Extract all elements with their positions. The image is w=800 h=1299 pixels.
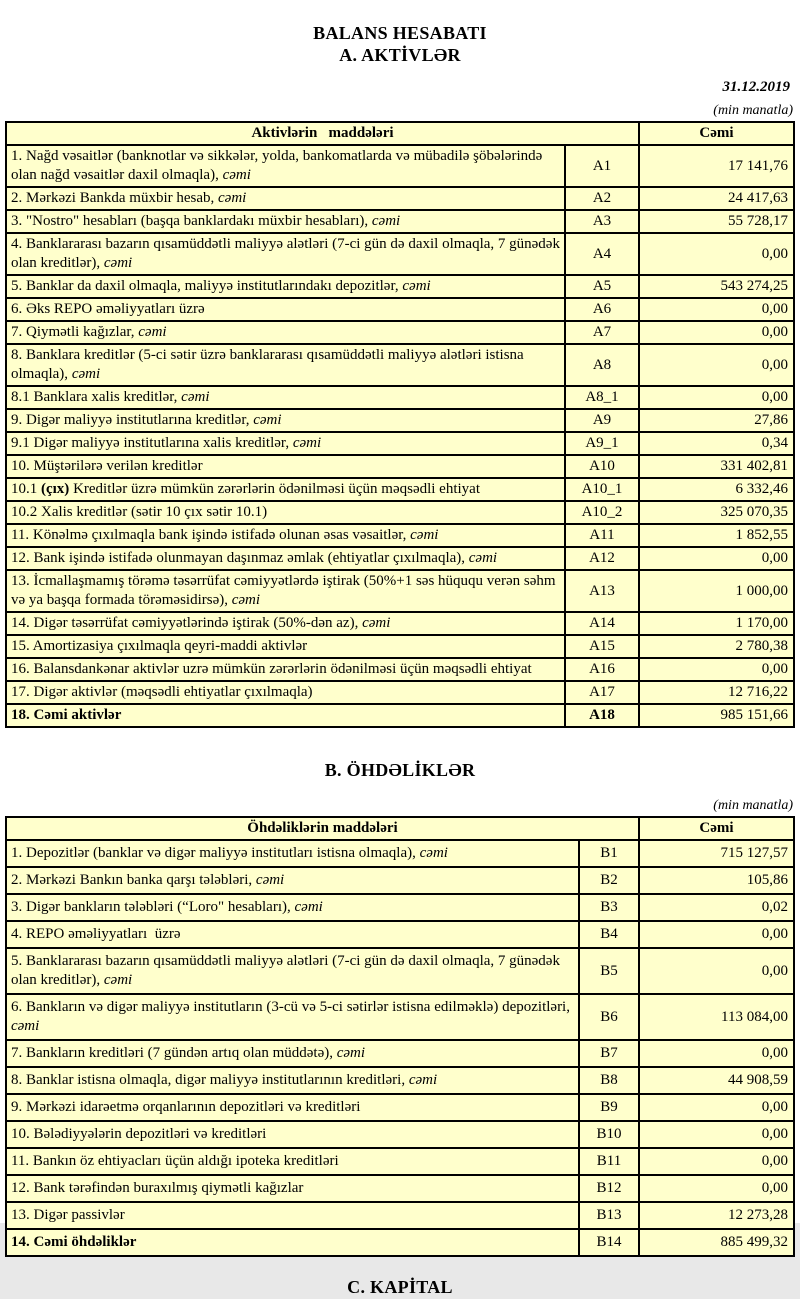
item-code-cell: A11 <box>565 524 639 547</box>
item-value-cell: 715 127,57 <box>639 840 794 867</box>
item-label-cell: 1. Depozitlər (banklar və digər maliyyə institutları istisna olmaqla), cəmi <box>6 840 579 867</box>
item-code-cell: B10 <box>579 1121 639 1148</box>
item-value-cell: 985 151,66 <box>639 704 794 727</box>
item-value-cell: 1 000,00 <box>639 570 794 612</box>
table-row <box>6 840 794 867</box>
item-label-cell: 18. Cəmi aktivlər <box>6 704 565 727</box>
item-label-cell: 1. Nağd vəsaitlər (banknotlar və sikkələr, yolda, bankomatlarda və mübadilə şöbələrində olan nağd vəsaitlər daxil olmaqla), cəmi <box>6 145 565 187</box>
item-value-cell: 17 141,76 <box>639 145 794 187</box>
item-label-cell: 13. Digər passivlər <box>6 1202 579 1229</box>
table-row <box>6 455 794 478</box>
item-code-cell: B14 <box>579 1229 639 1256</box>
item-label-cell: 10. Bələdiyyələrin depozitləri və kreditləri <box>6 1121 579 1148</box>
item-label-cell: 10. Müştərilərə verilən kreditlər <box>6 455 565 478</box>
item-label-cell: 9. Mərkəzi idarəetmə orqanlarının depozitləri və kreditləri <box>6 1094 579 1121</box>
table-row <box>6 704 794 727</box>
table-row <box>6 386 794 409</box>
table-row <box>6 547 794 570</box>
item-label-cell: 14. Digər təsərrüfat cəmiyyətlərində iştirak (50%-dən az), cəmi <box>6 612 565 635</box>
item-code-cell: A4 <box>565 233 639 275</box>
table-row <box>6 145 794 187</box>
unit-note-assets: (min manatla) <box>713 103 793 118</box>
table-row <box>6 233 794 275</box>
item-label-cell: 10.2 Xalis kreditlər (sətir 10 çıx sətir 10.1) <box>6 501 565 524</box>
table-row <box>6 658 794 681</box>
item-label-cell: 13. İcmallaşmamış törəmə təsərrüfat cəmiyyətlərdə iştirak (50%+1 səs hüququ verən səhm və ya başqa formada törəməsidirsə), cəmi <box>6 570 565 612</box>
item-code-cell: A10 <box>565 455 639 478</box>
liabilities-table <box>5 816 795 1257</box>
liabilities-table-body <box>6 840 794 1256</box>
item-code-cell: B6 <box>579 994 639 1040</box>
item-code-cell: B2 <box>579 867 639 894</box>
item-value-cell: 0,00 <box>639 547 794 570</box>
item-code-cell: B4 <box>579 921 639 948</box>
item-value-cell: 0,00 <box>639 1094 794 1121</box>
item-value-cell: 543 274,25 <box>639 275 794 298</box>
item-label-cell: 8. Banklara kreditlər (5-ci sətir üzrə banklararası qısamüddətli maliyyə alətləri istisna olmaqla), cəmi <box>6 344 565 386</box>
item-value-cell: 0,00 <box>639 298 794 321</box>
item-label-cell: 11. Bankın öz ehtiyacları üçün aldığı ipoteka kreditləri <box>6 1148 579 1175</box>
item-code-cell: B8 <box>579 1067 639 1094</box>
item-label-cell: 7. Bankların kreditləri (7 gündən artıq olan müddətə), cəmi <box>6 1040 579 1067</box>
assets-table-header-row <box>6 122 794 145</box>
item-code-cell: A17 <box>565 681 639 704</box>
table-row <box>6 1202 794 1229</box>
table-row <box>6 478 794 501</box>
item-value-cell: 55 728,17 <box>639 210 794 233</box>
item-label-cell: 8. Banklar istisna olmaqla, digər maliyyə institutlarının kreditləri, cəmi <box>6 1067 579 1094</box>
item-value-cell: 0,02 <box>639 894 794 921</box>
table-row <box>6 1094 794 1121</box>
item-label-cell: 2. Mərkəzi Bankın banka qarşı tələbləri, cəmi <box>6 867 579 894</box>
item-value-cell: 1 170,00 <box>639 612 794 635</box>
assets-items-header: Aktivlərin maddələri <box>6 122 639 145</box>
assets-section-title: A. AKTİVLƏR <box>339 45 461 65</box>
item-label-cell: 12. Bank işində istifadə olunmayan daşınmaz əmlak (ehtiyatlar çıxılmaqla), cəmi <box>6 547 565 570</box>
item-code-cell: B12 <box>579 1175 639 1202</box>
item-value-cell: 113 084,00 <box>639 994 794 1040</box>
item-label-cell: 7. Qiymətli kağızlar, cəmi <box>6 321 565 344</box>
item-value-cell: 0,00 <box>639 344 794 386</box>
item-code-cell: A8_1 <box>565 386 639 409</box>
item-value-cell: 44 908,59 <box>639 1067 794 1094</box>
item-label-cell: 3. Digər bankların tələbləri (“Loro" hesabları), cəmi <box>6 894 579 921</box>
table-row <box>6 409 794 432</box>
table-row <box>6 344 794 386</box>
item-label-cell: 9. Digər maliyyə institutlarına kreditlər, cəmi <box>6 409 565 432</box>
item-value-cell: 24 417,63 <box>639 187 794 210</box>
item-code-cell: B3 <box>579 894 639 921</box>
item-code-cell: A3 <box>565 210 639 233</box>
unit-note-liabilities: (min manatla) <box>713 798 793 813</box>
item-value-cell: 331 402,81 <box>639 455 794 478</box>
item-code-cell: A10_1 <box>565 478 639 501</box>
item-value-cell: 105,86 <box>639 867 794 894</box>
item-label-cell: 14. Cəmi öhdəliklər <box>6 1229 579 1256</box>
item-code-cell: A15 <box>565 635 639 658</box>
table-row <box>6 894 794 921</box>
item-code-cell: B13 <box>579 1202 639 1229</box>
item-value-cell: 1 852,55 <box>639 524 794 547</box>
table-row <box>6 570 794 612</box>
item-label-cell: 6. Bankların və digər maliyyə institutların (3-cü və 5-ci sətirlər istisna edilməklə) depozitləri, cəmi <box>6 994 579 1040</box>
liabilities-table-header-row <box>6 817 794 840</box>
item-label-cell: 8.1 Banklara xalis kreditlər, cəmi <box>6 386 565 409</box>
item-value-cell: 12 273,28 <box>639 1202 794 1229</box>
item-value-cell: 0,00 <box>639 1148 794 1175</box>
item-value-cell: 0,00 <box>639 1121 794 1148</box>
table-row <box>6 635 794 658</box>
table-row <box>6 524 794 547</box>
item-value-cell: 0,00 <box>639 1040 794 1067</box>
item-label-cell: 4. Banklararası bazarın qısamüddətli maliyyə alətləri (7-ci gün də daxil olmaqla, 7 günədək olan kreditlər), cəmi <box>6 233 565 275</box>
item-label-cell: 16. Balansdankənar aktivlər uzrə mümkün zərərlərin ödənilməsi üçün məqsədli ehtiyat <box>6 658 565 681</box>
table-row <box>6 1067 794 1094</box>
item-label-cell: 5. Banklar da daxil olmaqla, maliyyə institutlarındakı depozitlər, cəmi <box>6 275 565 298</box>
table-row <box>6 1121 794 1148</box>
table-row <box>6 1175 794 1202</box>
item-code-cell: A18 <box>565 704 639 727</box>
table-row <box>6 921 794 948</box>
item-code-cell: A16 <box>565 658 639 681</box>
item-value-cell: 0,00 <box>639 233 794 275</box>
item-code-cell: A2 <box>565 187 639 210</box>
item-code-cell: A7 <box>565 321 639 344</box>
item-value-cell: 27,86 <box>639 409 794 432</box>
item-label-cell: 3. "Nostro" hesabları (başqa banklardakı müxbir hesabları), cəmi <box>6 210 565 233</box>
table-row <box>6 298 794 321</box>
table-row <box>6 994 794 1040</box>
table-row <box>6 612 794 635</box>
item-code-cell: B9 <box>579 1094 639 1121</box>
item-label-cell: 4. REPO əməliyyatları üzrə <box>6 921 579 948</box>
item-code-cell: B1 <box>579 840 639 867</box>
table-row <box>6 1229 794 1256</box>
item-code-cell: B11 <box>579 1148 639 1175</box>
liabilities-section-title: B. ÖHDƏLİKLƏR <box>324 760 476 780</box>
item-code-cell: A9_1 <box>565 432 639 455</box>
table-row <box>6 1148 794 1175</box>
liabilities-total-header: Cəmi <box>639 817 794 840</box>
table-row <box>6 948 794 994</box>
table-row <box>6 432 794 455</box>
item-code-cell: A6 <box>565 298 639 321</box>
table-row <box>6 321 794 344</box>
item-label-cell: 11. Könəlmə çıxılmaqla bank işində istifadə olunan əsas vəsaitlər, cəmi <box>6 524 565 547</box>
item-code-cell: B7 <box>579 1040 639 1067</box>
item-value-cell: 885 499,32 <box>639 1229 794 1256</box>
item-value-cell: 0,34 <box>639 432 794 455</box>
item-value-cell: 6 332,46 <box>639 478 794 501</box>
table-row <box>6 1040 794 1067</box>
item-value-cell: 0,00 <box>639 386 794 409</box>
capital-section-title: C. KAPİTAL <box>347 1277 453 1297</box>
document-header <box>0 0 800 66</box>
item-label-cell: 10.1 (çıx) Kreditlər üzrə mümkün zərərlərin ödənilməsi üçün məqsədli ehtiyat <box>6 478 565 501</box>
assets-table <box>5 121 795 728</box>
table-row <box>6 501 794 524</box>
item-code-cell: A10_2 <box>565 501 639 524</box>
table-row <box>6 681 794 704</box>
item-code-cell: A1 <box>565 145 639 187</box>
table-row <box>6 210 794 233</box>
liabilities-items-header: Öhdəliklərin maddələri <box>6 817 639 840</box>
item-value-cell: 2 780,38 <box>639 635 794 658</box>
item-code-cell: A13 <box>565 570 639 612</box>
item-value-cell: 12 716,22 <box>639 681 794 704</box>
item-code-cell: B5 <box>579 948 639 994</box>
item-value-cell: 0,00 <box>639 948 794 994</box>
item-code-cell: A14 <box>565 612 639 635</box>
item-label-cell: 15. Amortizasiya çıxılmaqla qeyri-maddi aktivlər <box>6 635 565 658</box>
assets-total-header: Cəmi <box>639 122 794 145</box>
assets-table-body <box>6 145 794 727</box>
item-value-cell: 0,00 <box>639 658 794 681</box>
table-row <box>6 867 794 894</box>
item-code-cell: A5 <box>565 275 639 298</box>
item-label-cell: 17. Digər aktivlər (məqsədli ehtiyatlar çıxılmaqla) <box>6 681 565 704</box>
item-value-cell: 0,00 <box>639 321 794 344</box>
item-value-cell: 0,00 <box>639 1175 794 1202</box>
report-date: 31.12.2019 <box>722 79 790 95</box>
item-value-cell: 0,00 <box>639 921 794 948</box>
item-label-cell: 5. Banklararası bazarın qısamüddətli maliyyə alətləri (7-ci gün də daxil olmaqla, 7 günədək olan kreditlər), cəmi <box>6 948 579 994</box>
item-label-cell: 6. Əks REPO əməliyyatları üzrə <box>6 298 565 321</box>
table-row <box>6 187 794 210</box>
item-label-cell: 2. Mərkəzi Bankda müxbir hesab, cəmi <box>6 187 565 210</box>
document-title: BALANS HESABATI <box>313 23 487 43</box>
item-code-cell: A9 <box>565 409 639 432</box>
item-code-cell: A8 <box>565 344 639 386</box>
item-code-cell: A12 <box>565 547 639 570</box>
table-row <box>6 275 794 298</box>
item-value-cell: 325 070,35 <box>639 501 794 524</box>
item-label-cell: 12. Bank tərəfindən buraxılmış qiymətli kağızlar <box>6 1175 579 1202</box>
item-label-cell: 9.1 Digər maliyyə institutlarına xalis kreditlər, cəmi <box>6 432 565 455</box>
